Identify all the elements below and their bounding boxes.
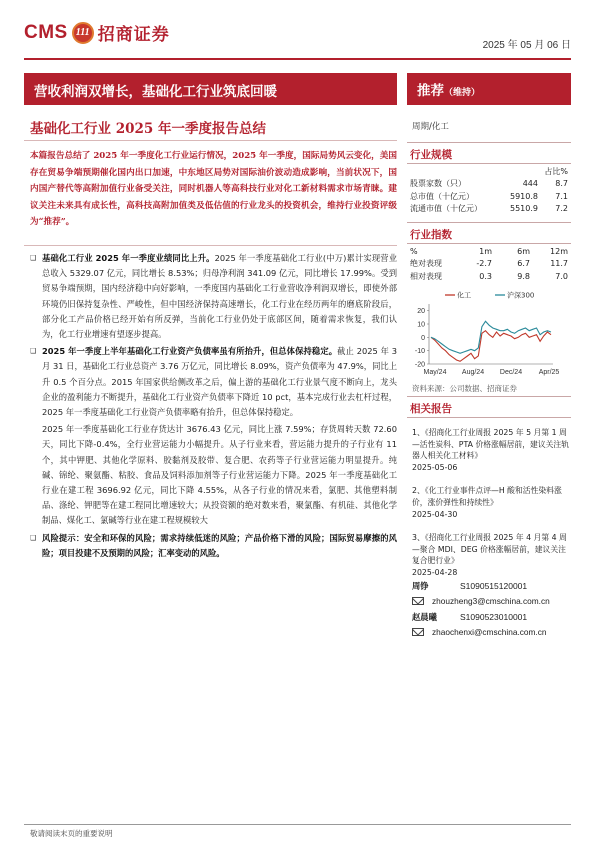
table-cell: 5910.8 <box>510 191 538 201</box>
logo-seal-icon: 111 <box>72 22 94 44</box>
analyst-code: S1090523010001 <box>460 612 528 622</box>
report-subtitle: 基础化工行业 2025 年一季度报告总结 <box>30 121 266 137</box>
report-date: 2025 年 05 月 06 日 <box>482 40 571 51</box>
table-cell: 9.8 <box>517 271 530 281</box>
analyst-name: 周铮 <box>412 581 429 591</box>
table-row <box>410 165 568 178</box>
table-cell: 流通市值（十亿元） <box>410 204 482 214</box>
table-cell: 5510.9 <box>510 204 538 214</box>
y-tick-label: 20 <box>417 308 425 316</box>
company-logo <box>24 20 170 45</box>
section-divider <box>407 163 571 164</box>
risk-lead: 风险提示： <box>42 532 85 543</box>
list-item[interactable] <box>412 532 572 578</box>
table-cell: 相对表现 <box>410 271 442 281</box>
series-line-hs300 <box>431 321 551 353</box>
analyst-code: S1090515120001 <box>460 581 528 591</box>
related-reports <box>412 427 572 591</box>
list-item[interactable] <box>412 485 572 520</box>
report-title-link[interactable]: 3、《招商化工行业周报 2025 年 4 月第 4 周—聚合 MDI、DEG 价格涨幅居前，建议关注复合肥行业》 <box>412 533 567 566</box>
header-divider <box>24 58 571 60</box>
paragraph-text: 2025 年一季度基础化工行业(中万)累计实现营业总收入 5329.07 亿元，同比增长 8.53%；归母净利润 341.09 亿元，同比增长 17.99%。受到贸易争端预期，国内经济稳中向好影响，一季度国内基础化工行业营收净利润双增长，即使外部环境仍旧保持复杂性、严峻性，但中国经济保持高速增长，化工行业在经历两年的磨底阶段后，部分化工产品价格已经开始有所反弹，当前化工行业仍处于底部区间，随着需求恢复，我们认为，化工行业增速有望逐步提高。 <box>42 253 398 340</box>
x-tick-label: Dec/24 <box>499 369 523 376</box>
section-divider <box>407 417 571 418</box>
table-cell: 绝对表现 <box>410 259 442 269</box>
table-cell: 7.2 <box>555 204 568 214</box>
y-tick-label: 0 <box>421 334 425 342</box>
footer-divider <box>24 824 571 825</box>
table-row <box>410 178 568 191</box>
report-title-link[interactable]: 2、《化工行业事件点评—H 酸和活性染料涨价，涨价弹性和持续性》 <box>412 486 562 507</box>
section-divider <box>407 396 571 397</box>
table-header: 12m <box>550 246 568 256</box>
rating-banner <box>407 73 571 105</box>
x-tick-label: Apr/25 <box>538 369 560 376</box>
table-header: 6m <box>517 246 530 256</box>
footer-disclaimer: 敬请阅读末页的重要说明 <box>30 829 113 838</box>
paragraph-risk <box>30 531 397 561</box>
table-row <box>410 270 568 283</box>
table-cell: 7.1 <box>555 191 568 201</box>
rating-note: （维持） <box>444 88 481 98</box>
reports-title: 相关报告 <box>410 403 452 415</box>
table-row <box>410 190 568 203</box>
analyst-email-row <box>412 627 547 637</box>
section-divider <box>407 222 571 223</box>
report-date: 2025-05-06 <box>412 462 458 472</box>
abstract-paragraph: 本篇报告总结了 2025 年一季度化工行业运行情况，2025 年一季度，国际局势风云变化，美国存在贸易争端预期催化国内出口加速，中东地区局势对国际油价波动造成影响，当前状况下，国内国产替代等高附加值行业备受关注，同时机器人等高科技行业对化工新材料需求市场青睐。建议关注未来具有成长性，高科技高附加值类及低估值的行业龙头的投资机会，维持行业投资评级为“推荐”。 <box>30 151 397 227</box>
paragraph-inventory: 2025 年一季度基础化工行业存货达计 3676.43 亿元，同比上涨 7.59%；存货周转天数 72.60 天，同比下降-0.4%，全行业营运能力小幅提升。从子行业来看，营运能力提升的子行业有 11 个，其中钾肥、其他化学原料、胶黏剂及胶带、复合肥、农药等子行业营运能力明显提升。纯碱、锦纶、聚氨酯、粘胶、食品及饲料添加剂等子行业营运能力下降。2025 年一季度基础化工行业在建工程 3696.92 亿元，同比下降 4.55%，从各子行业的情况来看，氯肥、其他塑料制品、涤纶、钾肥等在建工程同比增速较大；从投资额的绝对数来看，聚氯酯、有机硅、其他化学制品、煤化工、氯碱等行业在建工程规模较大 <box>42 424 397 526</box>
index-table <box>410 245 568 283</box>
analyst-row <box>412 611 527 623</box>
industry-label: 周期/化工 <box>412 122 449 132</box>
report-title-link[interactable]: 1、《招商化工行业周报 2025 年 5 月第 1 周—活性炭科、PTA 价格涨幅居前，建议关注轨器人相关化工材料》 <box>412 428 570 461</box>
table-header: % <box>410 246 418 256</box>
x-tick-label: Aug/24 <box>461 369 485 376</box>
headline-banner: 营收利润双增长，基础化工行业筑底回暖 <box>24 73 397 105</box>
section-divider <box>407 243 571 244</box>
table-row <box>410 258 568 271</box>
table-header: 1m <box>479 246 492 256</box>
table-row <box>410 203 568 216</box>
report-date: 2025-04-30 <box>412 509 458 519</box>
rating-label: 推荐 <box>417 83 444 99</box>
table-cell: 7.0 <box>555 271 568 281</box>
y-tick-label: -20 <box>414 361 425 369</box>
paragraph-lead: 2025 年一季度上半年基础化工行业资产负债率虽有所抬升，但总体保持稳定。 <box>42 346 338 357</box>
table-cell: 0.3 <box>479 271 492 281</box>
chart-source: 资料来源：公司数据、招商证券 <box>412 384 517 393</box>
table-cell: -2.7 <box>476 259 492 269</box>
logo-latin: CMS <box>24 21 68 43</box>
subtitle-divider <box>24 140 397 141</box>
table-row <box>410 245 568 258</box>
scale-table <box>410 165 568 215</box>
table-cell: 总市值（十亿元） <box>410 191 474 201</box>
list-item[interactable] <box>412 427 572 473</box>
table-header: 占比% <box>544 166 568 176</box>
analyst-email-link[interactable]: zhaochenxi@cmschina.com.cn <box>432 627 547 637</box>
mail-icon <box>412 597 424 605</box>
table-cell: 444 <box>522 179 538 189</box>
legend-label: 沪深300 <box>507 291 535 300</box>
table-cell: 8.7 <box>555 179 568 189</box>
index-line-chart <box>405 290 575 382</box>
analyst-name: 赵晨曦 <box>412 612 437 622</box>
y-tick-label: -10 <box>414 348 425 356</box>
paragraph-revenue <box>30 251 397 342</box>
x-tick-label: May/24 <box>423 369 447 376</box>
page-header <box>0 0 595 62</box>
paragraph-text: 截止 2025 年 3 月 31 日，基础化工行业总资产 3.76 万亿元，同比增长 8.09%，资产负债率为 47.9%，同比上升 0.5 个百分点。2015 年国家供给侧改革之后，偏上游的基础化工行业景气度不断向上，龙头企业的盈利能力不断提升，基础化工行业资产负债率下降近 10 pct，基本完成行业去杠杆过程，2025 年一季度基础化工行业资产负债率略有抬升，但总体保持稳定。 <box>42 346 398 418</box>
table-cell: 6.7 <box>517 259 530 269</box>
table-cell: 11.7 <box>550 259 568 269</box>
logo-chinese: 招商证券 <box>97 25 170 45</box>
analyst-row <box>412 580 527 592</box>
scale-title: 行业规模 <box>410 149 452 161</box>
report-date: 2025-04-28 <box>412 567 458 577</box>
report-body <box>30 251 397 563</box>
mail-icon <box>412 628 424 636</box>
analyst-email-row <box>412 596 550 606</box>
risk-text: 安全和环保的风险；需求持续低迷的风险；产品价格下滑的风险；国际贸易摩擦的风险；项目投建不及预期的风险；汇率变动的风险。 <box>42 532 397 558</box>
table-cell: 股票家数（只） <box>410 179 466 189</box>
y-tick-label: 10 <box>417 321 425 329</box>
series-line-chemical <box>431 331 551 362</box>
analyst-email-link[interactable]: zhouzheng3@cmschina.com.cn <box>432 596 550 606</box>
abstract-divider <box>24 245 397 246</box>
legend-label: 化工 <box>457 291 471 300</box>
paragraph-leverage <box>30 344 397 420</box>
index-title: 行业指数 <box>410 229 452 241</box>
paragraph-lead: 基础化工行业 2025 年一季度业绩同比上升。 <box>42 253 215 263</box>
section-divider <box>407 142 571 143</box>
